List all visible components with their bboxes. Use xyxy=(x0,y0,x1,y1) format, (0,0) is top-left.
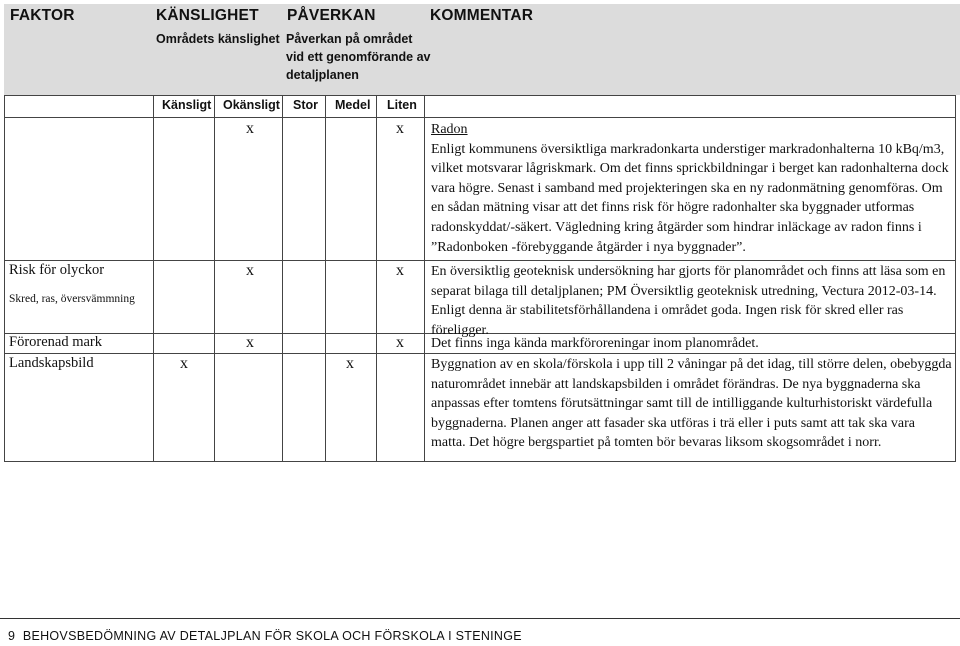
comment-text: Enligt kommunens översiktliga markradonkarta understiger markradonhalterna 10 kBq/m3, vilket motsvarar lågriskmark. Om det finns sprickbildningar i berget kan radonhalterna dock vara högre. Senast i samband med projekteringen ska en ny radonmätning genomföras. Om en sådan mätning visar att det finns risk för högre radonhalter ska byggnader utformas radonskyddat/-säkert. Vägledning kring åtgärder som hindrar inläckage av radon finns i ”Radonboken -förebyggande åtgärder i nya byggnader”. xyxy=(431,141,949,255)
header-impact: PÅVERKAN xyxy=(287,7,376,24)
divider xyxy=(214,95,215,461)
table-subheader xyxy=(4,27,960,95)
col-medium: Medel xyxy=(335,98,371,112)
table-header xyxy=(4,4,960,27)
col-large: Stor xyxy=(293,98,318,112)
header-factor: FAKTOR xyxy=(10,7,75,24)
mark: x xyxy=(396,120,404,137)
comment-text: Det finns inga kända markföroreningar inom planområdet. xyxy=(431,336,759,351)
impact-subheader-line: Påverkan på området xyxy=(286,32,413,46)
divider xyxy=(4,95,5,461)
divider xyxy=(4,95,956,96)
mark: x xyxy=(346,355,354,372)
comment-title: Radon xyxy=(431,122,468,137)
factor-sublabel: Skred, ras, översvämmning xyxy=(9,293,135,305)
page-footer xyxy=(8,629,522,643)
sensitivity-subheader: Områdets känslighet xyxy=(156,32,280,46)
divider xyxy=(4,461,956,462)
page-number: 9 xyxy=(8,629,16,643)
comment-text: En översiktlig geoteknisk undersökning har gjorts för planområdet och finns att läsa som en separat bilaga till detaljplanen; PM Översiktlig geoteknisk utredning, Vectura 2012-03-14. Enligt denna är stabilitetsförhållandena i området goda. Ingen risk för skred eller ras föreligger. xyxy=(431,264,946,338)
impact-subheader xyxy=(286,30,430,84)
impact-subheader-line: detaljplanen xyxy=(286,68,359,82)
mark: x xyxy=(396,262,404,279)
mark: x xyxy=(246,334,254,351)
mark: x xyxy=(246,262,254,279)
divider xyxy=(325,95,326,461)
factor-label: Förorenad mark xyxy=(9,334,103,350)
header-comment: KOMMENTAR xyxy=(430,7,534,24)
footer-rule xyxy=(0,618,960,619)
comment-cell xyxy=(431,355,953,453)
divider xyxy=(376,95,377,461)
divider xyxy=(153,95,154,461)
col-small: Liten xyxy=(387,98,417,112)
impact-subheader-line: vid ett genomförande av xyxy=(286,50,431,64)
divider xyxy=(424,95,425,461)
col-insensitive: Okänsligt xyxy=(223,98,280,112)
divider xyxy=(4,117,956,118)
comment-cell xyxy=(431,120,953,257)
col-sensitive: Känsligt xyxy=(162,98,212,112)
mark: x xyxy=(180,355,188,372)
factor-label: Risk för olyckor xyxy=(9,262,105,278)
rating-column-headers xyxy=(4,96,960,117)
document-title: BEHOVSBEDÖMNING AV DETALJPLAN FÖR SKOLA OCH FÖRSKOLA I STENINGE xyxy=(22,629,522,643)
factor-label: Landskapsbild xyxy=(9,355,94,371)
comment-text: Byggnation av en skola/förskola i upp till 2 våningar på det idag, till större delen, obebyggda naturområdet innebär att landskapsbilden i området förändras. De nya byggnaderna ska anpassas efter tomtens förutsättningar samt till de intilliggande kulturhistoriskt värdefulla byggnaderna. Planen anger att fasader ska utföras i trä eller i puts samt att tak ska vara matta. Det högre bergspartiet på tomten bör bevaras liksom skogsområdet i norr. xyxy=(431,357,952,451)
mark: x xyxy=(246,120,254,137)
mark: x xyxy=(396,334,404,351)
divider xyxy=(282,95,283,461)
comment-cell xyxy=(431,262,953,340)
divider xyxy=(955,95,956,461)
comment-cell xyxy=(431,334,953,354)
header-sensitivity: KÄNSLIGHET xyxy=(156,7,259,24)
divider xyxy=(4,260,956,261)
